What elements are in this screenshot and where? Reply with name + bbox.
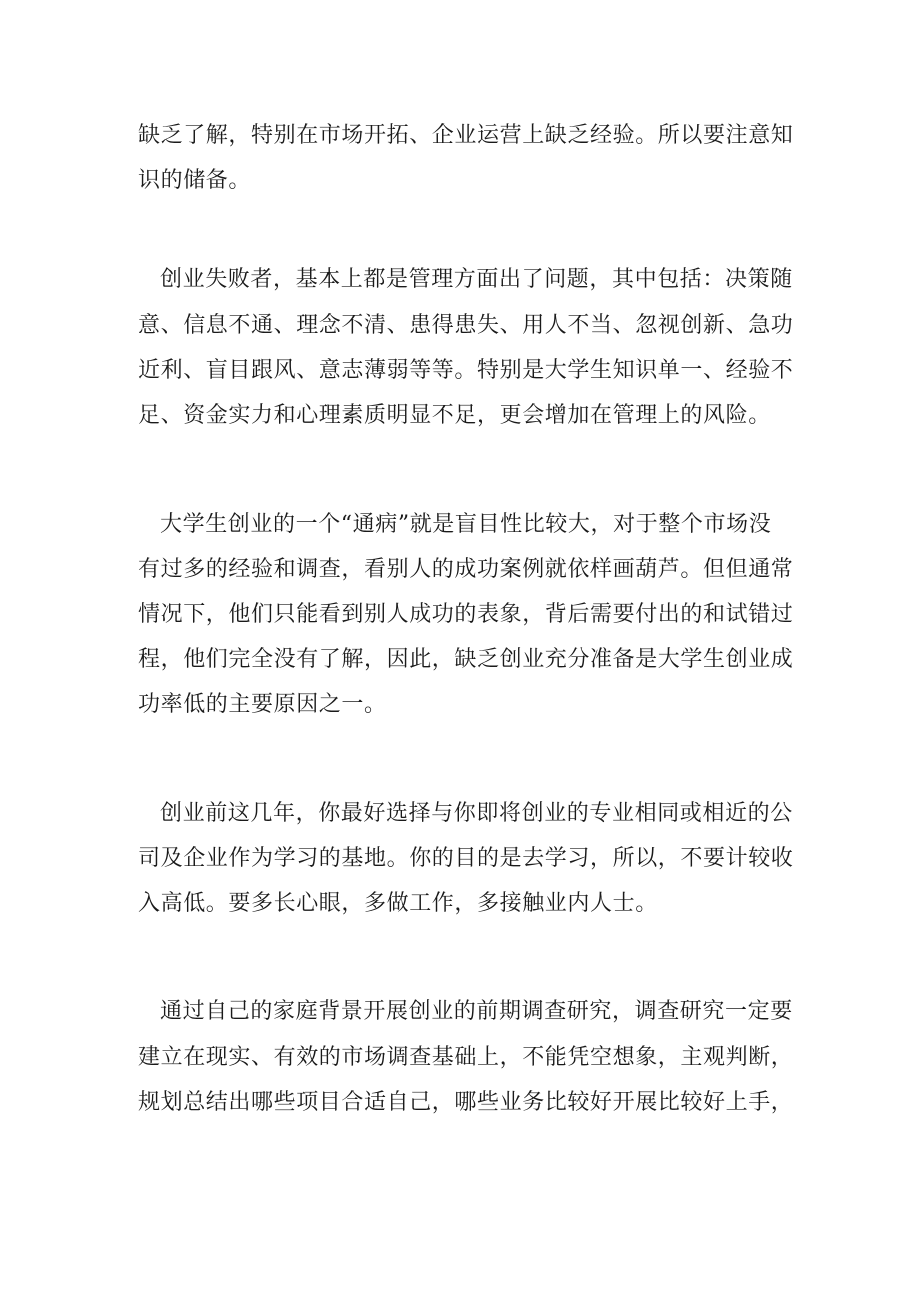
paragraph-line: 建立在现实、有效的市场调查基础上，不能凭空想象，主观判断， xyxy=(138,1045,794,1070)
paragraph-line: 有过多的经验和调查，看别人的成功案例就依样画葫芦。但但通常 xyxy=(138,557,794,582)
paragraph-line: 大学生创业的一个“通病”就是盲目性比较大，对于整个市场没 xyxy=(160,512,772,537)
paragraph-line: 规划总结出哪些项目合适自己，哪些业务比较好开展比较好上手， xyxy=(138,1090,794,1115)
paragraph-line: 足、资金实力和心理素质明显不足，更会增加在管理上的风险。 xyxy=(138,403,771,428)
paragraph-line: 通过自己的家庭背景开展创业的前期调查研究，调查研究一定要 xyxy=(160,999,793,1024)
paragraph-line: 识的储备。 xyxy=(138,168,252,193)
paragraph-line: 情况下，他们只能看到别人成功的表象，背后需要付出的和试错过 xyxy=(138,602,794,627)
paragraph-line: 意、信息不通、理念不清、患得患失、用人不当、忽视创新、急功 xyxy=(138,313,794,338)
paragraph-line: 功率低的主要原因之一。 xyxy=(138,692,387,717)
paragraph-line: 创业前这几年，你最好选择与你即将创业的专业相同或相近的公 xyxy=(160,801,793,826)
paragraph-line: 创业失败者，基本上都是管理方面出了问题，其中包括：决策随 xyxy=(160,267,793,292)
paragraph-line: 近利、盲目跟风、意志薄弱等等。特别是大学生知识单一、经验不 xyxy=(138,358,794,383)
paragraph-line: 入高低。要多长心眼，多做工作，多接触业内人士。 xyxy=(138,891,658,916)
paragraph-line: 司及企业作为学习的基地。你的目的是去学习，所以，不要计较收 xyxy=(138,846,794,871)
paragraph-line: 程，他们完全没有了解，因此，缺乏创业充分准备是大学生创业成 xyxy=(138,647,794,672)
paragraph-line: 缺乏了解，特别在市场开拓、企业运营上缺乏经验。所以要注意知 xyxy=(138,123,794,148)
